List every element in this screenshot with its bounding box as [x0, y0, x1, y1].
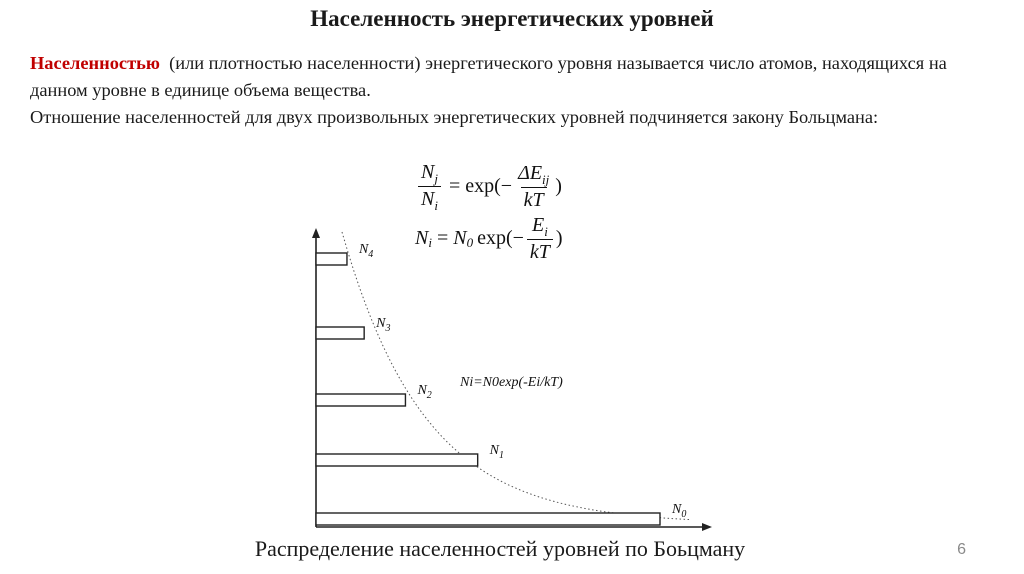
level-bar-N0 [316, 513, 660, 525]
energy-fraction: $\frac{\Delta E_{ij}}{kT}$ [518, 161, 550, 211]
definition-text: (или плотностью населенности) энергетического уровня называется число атомов, находящихся на данном уровне в единице объема вещества. [30, 53, 952, 100]
level-bar-N4 [316, 253, 347, 265]
figure-caption: Распределение населенностей уровней по Боьцману [254, 536, 746, 561]
level-label-N0: $N_0$ [672, 502, 687, 520]
level-bar-N2 [316, 394, 405, 406]
y-axis-arrow [312, 228, 320, 238]
energy-fraction-2: $\frac{E_i}{kT}$ [527, 214, 553, 263]
slide-title: Населенность энергетических уровней [310, 6, 714, 31]
definition-term: Населенностью [30, 53, 160, 73]
page-number: 6 [957, 541, 966, 558]
x-axis-arrow [702, 523, 712, 531]
population-ratio: $\frac{N_j}{N_i}$ [418, 161, 441, 212]
level-bar-N1 [316, 454, 478, 466]
level-label-N2: $N_2$ [417, 383, 432, 401]
level-label-N1: $N_1$ [489, 443, 505, 461]
boltzmann-intro: Отношение населенностей для двух произвольных энергетических уровней подчиняется закону Больцмана: [30, 107, 879, 127]
level-label-N4: $N_4$ [358, 242, 374, 260]
level-label-N3: $N_3$ [376, 316, 391, 334]
curve-formula-label: Ni=N0exp(-Ei/kT) [460, 375, 563, 390]
level-bar-N3 [316, 327, 364, 339]
formula-ratio: $\frac{N_j}{N_i}$ = exp(− $\frac{\Delta E_{ij}}{kT}$ ) [415, 160, 695, 212]
formula-population: N i = N 0 exp(− $\frac{E_i}{kT}$ ) [415, 213, 563, 263]
